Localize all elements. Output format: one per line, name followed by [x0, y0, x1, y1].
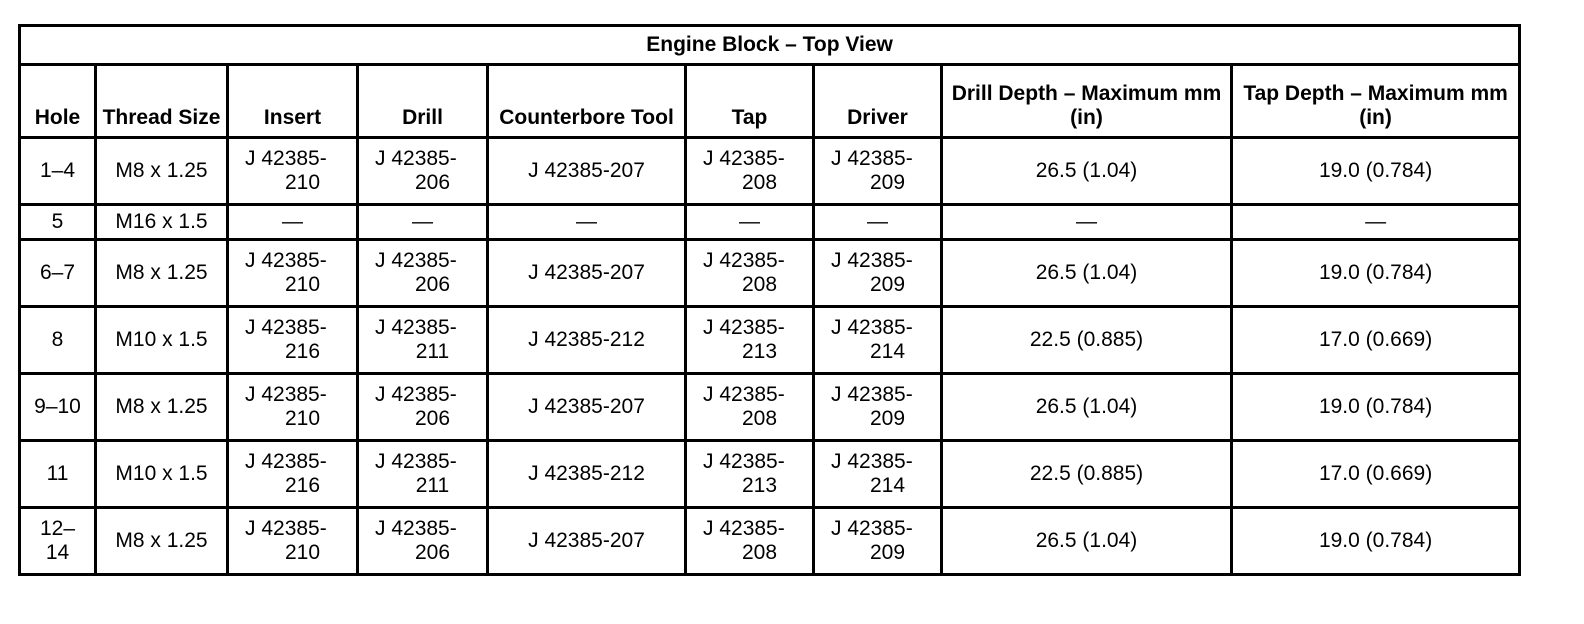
cell-drill-depth: 22.5 (0.885)	[942, 441, 1232, 508]
cell-tap	[686, 441, 814, 508]
cell-counterbore: J 42385-207	[488, 240, 686, 307]
cell-tap-depth: 17.0 (0.669)	[1232, 441, 1520, 508]
cell-driver-line1: J 42385-	[831, 249, 913, 272]
cell-tap-depth: 19.0 (0.784)	[1232, 138, 1520, 205]
cell-drill: —	[358, 205, 488, 240]
cell-counterbore: J 42385-212	[488, 441, 686, 508]
table-row	[20, 374, 1520, 441]
cell-tap-line1: J 42385-	[703, 517, 785, 540]
cell-hole-line2: 14	[45, 541, 70, 564]
cell-drill-line1: J 42385-	[375, 147, 457, 170]
cell-drill-line2: 211	[415, 474, 450, 497]
cell-driver	[814, 441, 942, 508]
cell-insert-line2: 210	[284, 171, 321, 194]
cell-driver: —	[814, 205, 942, 240]
cell-drill-line1: J 42385-	[375, 450, 457, 473]
cell-tap: —	[686, 205, 814, 240]
cell-drill-line1: J 42385-	[375, 249, 457, 272]
cell-hole-line1: 12–	[39, 517, 76, 540]
cell-driver-line1: J 42385-	[831, 316, 913, 339]
cell-insert-line2: 216	[284, 340, 321, 363]
cell-tap-line1: J 42385-	[703, 316, 785, 339]
cell-driver-line1: J 42385-	[831, 147, 913, 170]
cell-tap	[686, 508, 814, 575]
cell-insert-line2: 210	[284, 541, 321, 564]
cell-drill-line1: J 42385-	[375, 517, 457, 540]
cell-tap-depth: —	[1232, 205, 1520, 240]
cell-driver	[814, 240, 942, 307]
cell-tap-line2: 213	[741, 340, 778, 363]
cell-drill	[358, 374, 488, 441]
cell-insert-line1: J 42385-	[245, 147, 327, 170]
header-row	[20, 65, 1520, 138]
cell-drill-depth: 26.5 (1.04)	[942, 138, 1232, 205]
cell-counterbore: J 42385-207	[488, 138, 686, 205]
cell-drill-line1: J 42385-	[375, 383, 457, 406]
cell-drill	[358, 441, 488, 508]
cell-drill-depth: 26.5 (1.04)	[942, 240, 1232, 307]
cell-hole: 5	[20, 205, 96, 240]
cell-counterbore: —	[488, 205, 686, 240]
table-row	[20, 240, 1520, 307]
cell-hole: 6–7	[20, 240, 96, 307]
header-drill-depth: Drill Depth – Maximum mm (in)	[942, 65, 1232, 138]
cell-drill-depth: 26.5 (1.04)	[942, 508, 1232, 575]
cell-thread: M16 x 1.5	[96, 205, 228, 240]
cell-tap-line2: 208	[741, 407, 778, 430]
cell-insert-line2: 216	[284, 474, 321, 497]
cell-driver-line2: 209	[869, 273, 906, 296]
cell-counterbore: J 42385-207	[488, 374, 686, 441]
cell-insert-line1: J 42385-	[245, 517, 327, 540]
cell-tap	[686, 374, 814, 441]
header-driver: Driver	[814, 65, 942, 138]
cell-driver-line2: 214	[869, 340, 906, 363]
cell-drill-depth: 26.5 (1.04)	[942, 374, 1232, 441]
cell-drill-depth: 22.5 (0.885)	[942, 307, 1232, 374]
cell-counterbore: J 42385-212	[488, 307, 686, 374]
table-row	[20, 508, 1520, 575]
cell-insert-line1: J 42385-	[245, 450, 327, 473]
cell-tap-line2: 208	[741, 171, 778, 194]
table-row	[20, 205, 1520, 240]
header-tap: Tap	[686, 65, 814, 138]
cell-driver-line2: 209	[869, 171, 906, 194]
cell-insert	[228, 374, 358, 441]
cell-thread: M8 x 1.25	[96, 508, 228, 575]
table-title: Engine Block – Top View	[20, 26, 1520, 65]
cell-hole: 11	[20, 441, 96, 508]
cell-driver-line1: J 42385-	[831, 517, 913, 540]
cell-driver-line1: J 42385-	[831, 450, 913, 473]
cell-drill-depth: —	[942, 205, 1232, 240]
cell-driver	[814, 138, 942, 205]
cell-tap-depth: 17.0 (0.669)	[1232, 307, 1520, 374]
header-drill: Drill	[358, 65, 488, 138]
cell-driver-line2: 214	[869, 474, 906, 497]
cell-driver-line2: 209	[869, 541, 906, 564]
cell-insert	[228, 138, 358, 205]
cell-tap	[686, 240, 814, 307]
cell-tap-line1: J 42385-	[703, 450, 785, 473]
cell-driver	[814, 307, 942, 374]
cell-drill-line2: 206	[414, 273, 451, 296]
header-tap-depth: Tap Depth – Maximum mm (in)	[1232, 65, 1520, 138]
header-counterbore-tool: Counterbore Tool	[488, 65, 686, 138]
cell-drill-line2: 206	[414, 407, 451, 430]
cell-thread: M8 x 1.25	[96, 138, 228, 205]
cell-hole: 1–4	[20, 138, 96, 205]
cell-hole	[20, 508, 96, 575]
cell-drill	[358, 138, 488, 205]
cell-drill	[358, 307, 488, 374]
cell-driver-line1: J 42385-	[831, 383, 913, 406]
cell-insert-line2: 210	[284, 407, 321, 430]
engine-block-table	[18, 24, 1521, 576]
cell-tap-line2: 208	[741, 273, 778, 296]
cell-insert-line2: 210	[284, 273, 321, 296]
cell-drill-line2: 206	[414, 171, 451, 194]
cell-hole: 8	[20, 307, 96, 374]
header-hole: Hole	[20, 65, 96, 138]
cell-tap-line2: 208	[741, 541, 778, 564]
cell-tap-line1: J 42385-	[703, 249, 785, 272]
cell-thread: M10 x 1.5	[96, 307, 228, 374]
header-insert: Insert	[228, 65, 358, 138]
cell-insert	[228, 441, 358, 508]
cell-drill-line2: 206	[414, 541, 451, 564]
cell-hole: 9–10	[20, 374, 96, 441]
cell-drill-line1: J 42385-	[375, 316, 457, 339]
table-row	[20, 307, 1520, 374]
table-row	[20, 138, 1520, 205]
cell-thread: M10 x 1.5	[96, 441, 228, 508]
cell-tap	[686, 138, 814, 205]
cell-driver	[814, 374, 942, 441]
cell-insert	[228, 508, 358, 575]
cell-tap-depth: 19.0 (0.784)	[1232, 508, 1520, 575]
cell-insert-line1: J 42385-	[245, 383, 327, 406]
cell-tap-line2: 213	[741, 474, 778, 497]
cell-drill-line2: 211	[415, 340, 450, 363]
cell-tap-depth: 19.0 (0.784)	[1232, 374, 1520, 441]
cell-tap-depth: 19.0 (0.784)	[1232, 240, 1520, 307]
cell-tap	[686, 307, 814, 374]
cell-insert-line1: J 42385-	[245, 316, 327, 339]
cell-thread: M8 x 1.25	[96, 374, 228, 441]
cell-counterbore: J 42385-207	[488, 508, 686, 575]
cell-driver-line2: 209	[869, 407, 906, 430]
cell-insert	[228, 240, 358, 307]
cell-thread: M8 x 1.25	[96, 240, 228, 307]
cell-insert	[228, 307, 358, 374]
cell-tap-line1: J 42385-	[703, 147, 785, 170]
cell-drill	[358, 508, 488, 575]
table-row	[20, 441, 1520, 508]
cell-tap-line1: J 42385-	[703, 383, 785, 406]
header-thread-size: Thread Size	[96, 65, 228, 138]
cell-driver	[814, 508, 942, 575]
cell-insert-line1: J 42385-	[245, 249, 327, 272]
cell-insert: —	[228, 205, 358, 240]
cell-drill	[358, 240, 488, 307]
